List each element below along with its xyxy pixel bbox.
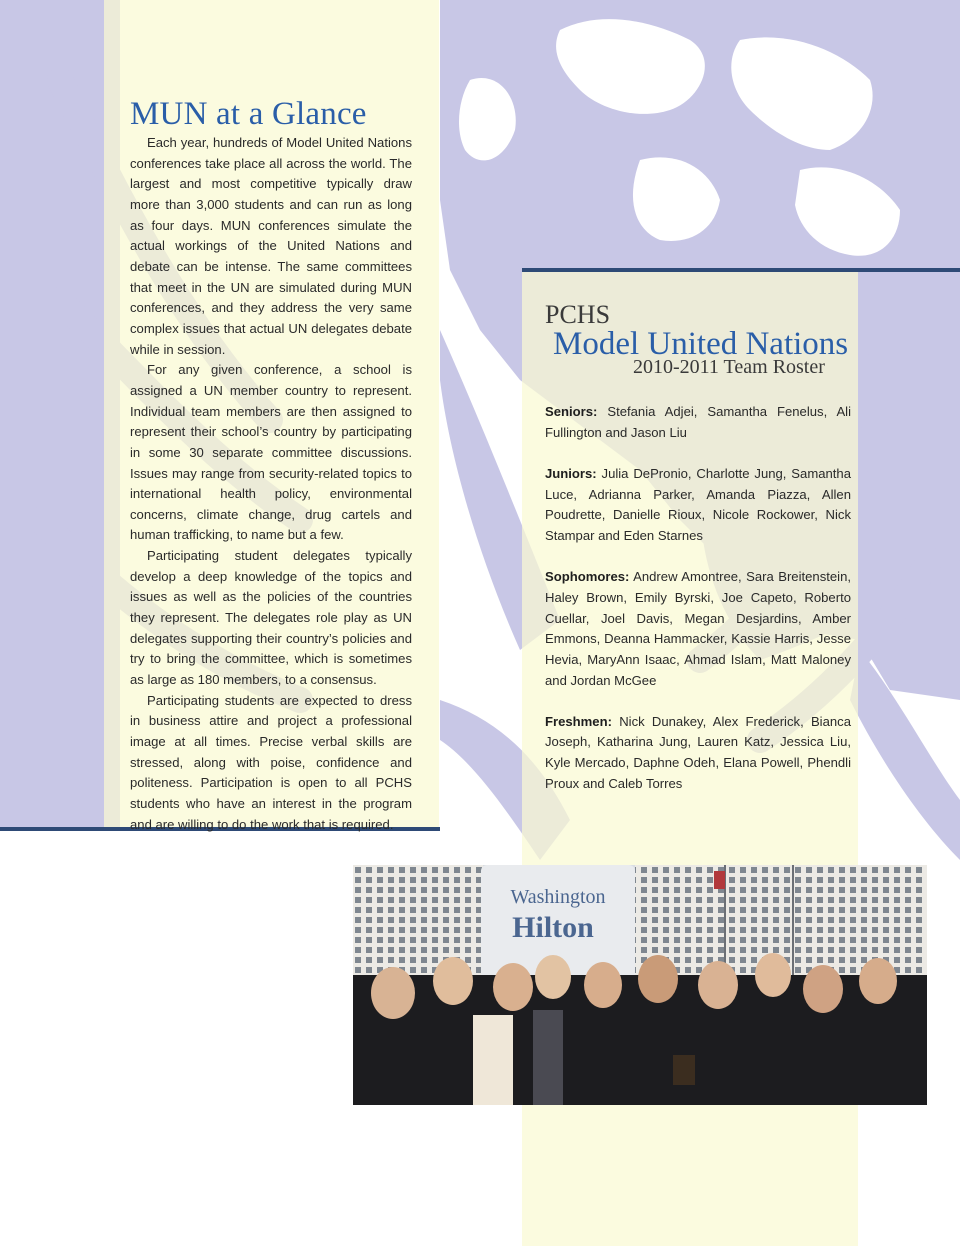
roster-group-label: Sophomores:: [545, 569, 630, 585]
roster-subtitle: 2010-2011 Team Roster: [633, 356, 825, 378]
roster-group-label: Freshmen:: [545, 713, 612, 729]
glance-paragraph: For any given conference, a school is assigned a UN member country to represent. Individual team members are then assigned to represent their school’s country by participating in some 30 separate committee discussions. Issues may range from security-related topics to international health policy, environmental concerns, climate change, drug cartels and human trafficking, to name but a few.: [130, 362, 412, 543]
roster-group-label: Seniors:: [545, 404, 598, 419]
glance-paragraph: Participating students are expected to dress in business attire and project a professional image at all times. Precise verbal skills are stressed, along with poise, confidence and politeness. Participation is open to all PCHS students who have an interest in the program and are willing to do the work that is required.: [130, 692, 412, 832]
glance-paragraph: Each year, hundreds of Model United Nations conferences take place all across the world. The largest and most competitive typically draw more than 3,000 students and can run as long as four days. MUN conferences simulate the actual workings of the United Nations and debate can be intense. The same committees that meet in the UN are simulated during MUN conferences, and they address the very same complex issues that actual UN delegates debate while in session.: [130, 135, 412, 357]
hotel-sign-text-line2: Hilton: [512, 911, 594, 944]
team-photo: [353, 865, 927, 1105]
roster-group-sophomores: [545, 567, 851, 691]
glance-paragraph: Participating student delegates typically develop a deep knowledge of the topics and issues as well as the policies of the countries they represent. The delegates role play as UN delegates supporting their country’s policies and try to bring the committee, which is sometimes as large as 180 members, to a consensus.: [130, 548, 412, 688]
roster-group-names: Julia DePronio, Charlotte Jung, Samantha Luce, Adrianna Parker, Amanda Piazza, Allen Poudrette, Danielle Rioux, Nicole Rockower, Nick Stampar and Eden Starnes: [545, 465, 851, 543]
glance-article: [130, 133, 412, 835]
roster-group-names: Nick Dunakey, Alex Frederick, Bianca Joseph, Katharina Jung, Lauren Katz, Jessica Liu, Kyle Mercado, Daphne Odeh, Elana Powell, Phendli Proux and Caleb Torres: [545, 713, 851, 791]
roster-title: Model United Nations: [553, 326, 849, 362]
roster-list: [545, 402, 851, 815]
glance-title: MUN at a Glance: [130, 96, 367, 132]
right-divider-rule: [522, 268, 960, 272]
roster-group-juniors: [545, 464, 851, 547]
roster-group-names: Andrew Amontree, Sara Breitenstein, Haley Brown, Emily Byrski, Joe Capeto, Roberto Cuellar, Joel Davis, Megan Desjardins, Amber Emmons, Deanna Hammacker, Kassie Harris, Jesse Hevia, MaryAnn Isaac, Ahmad Islam, Matt Maloney and Jordan McGee: [545, 569, 851, 688]
roster-group-names: Stefania Adjei, Samantha Fenelus, Ali Fullington and Jason Liu: [545, 404, 852, 440]
hotel-sign-text-line1: Washington: [510, 886, 606, 908]
roster-group-freshmen: [545, 712, 851, 795]
roster-group-label: Juniors:: [545, 465, 597, 481]
roster-org: PCHS: [545, 300, 611, 329]
roster-group-seniors: [545, 402, 851, 443]
